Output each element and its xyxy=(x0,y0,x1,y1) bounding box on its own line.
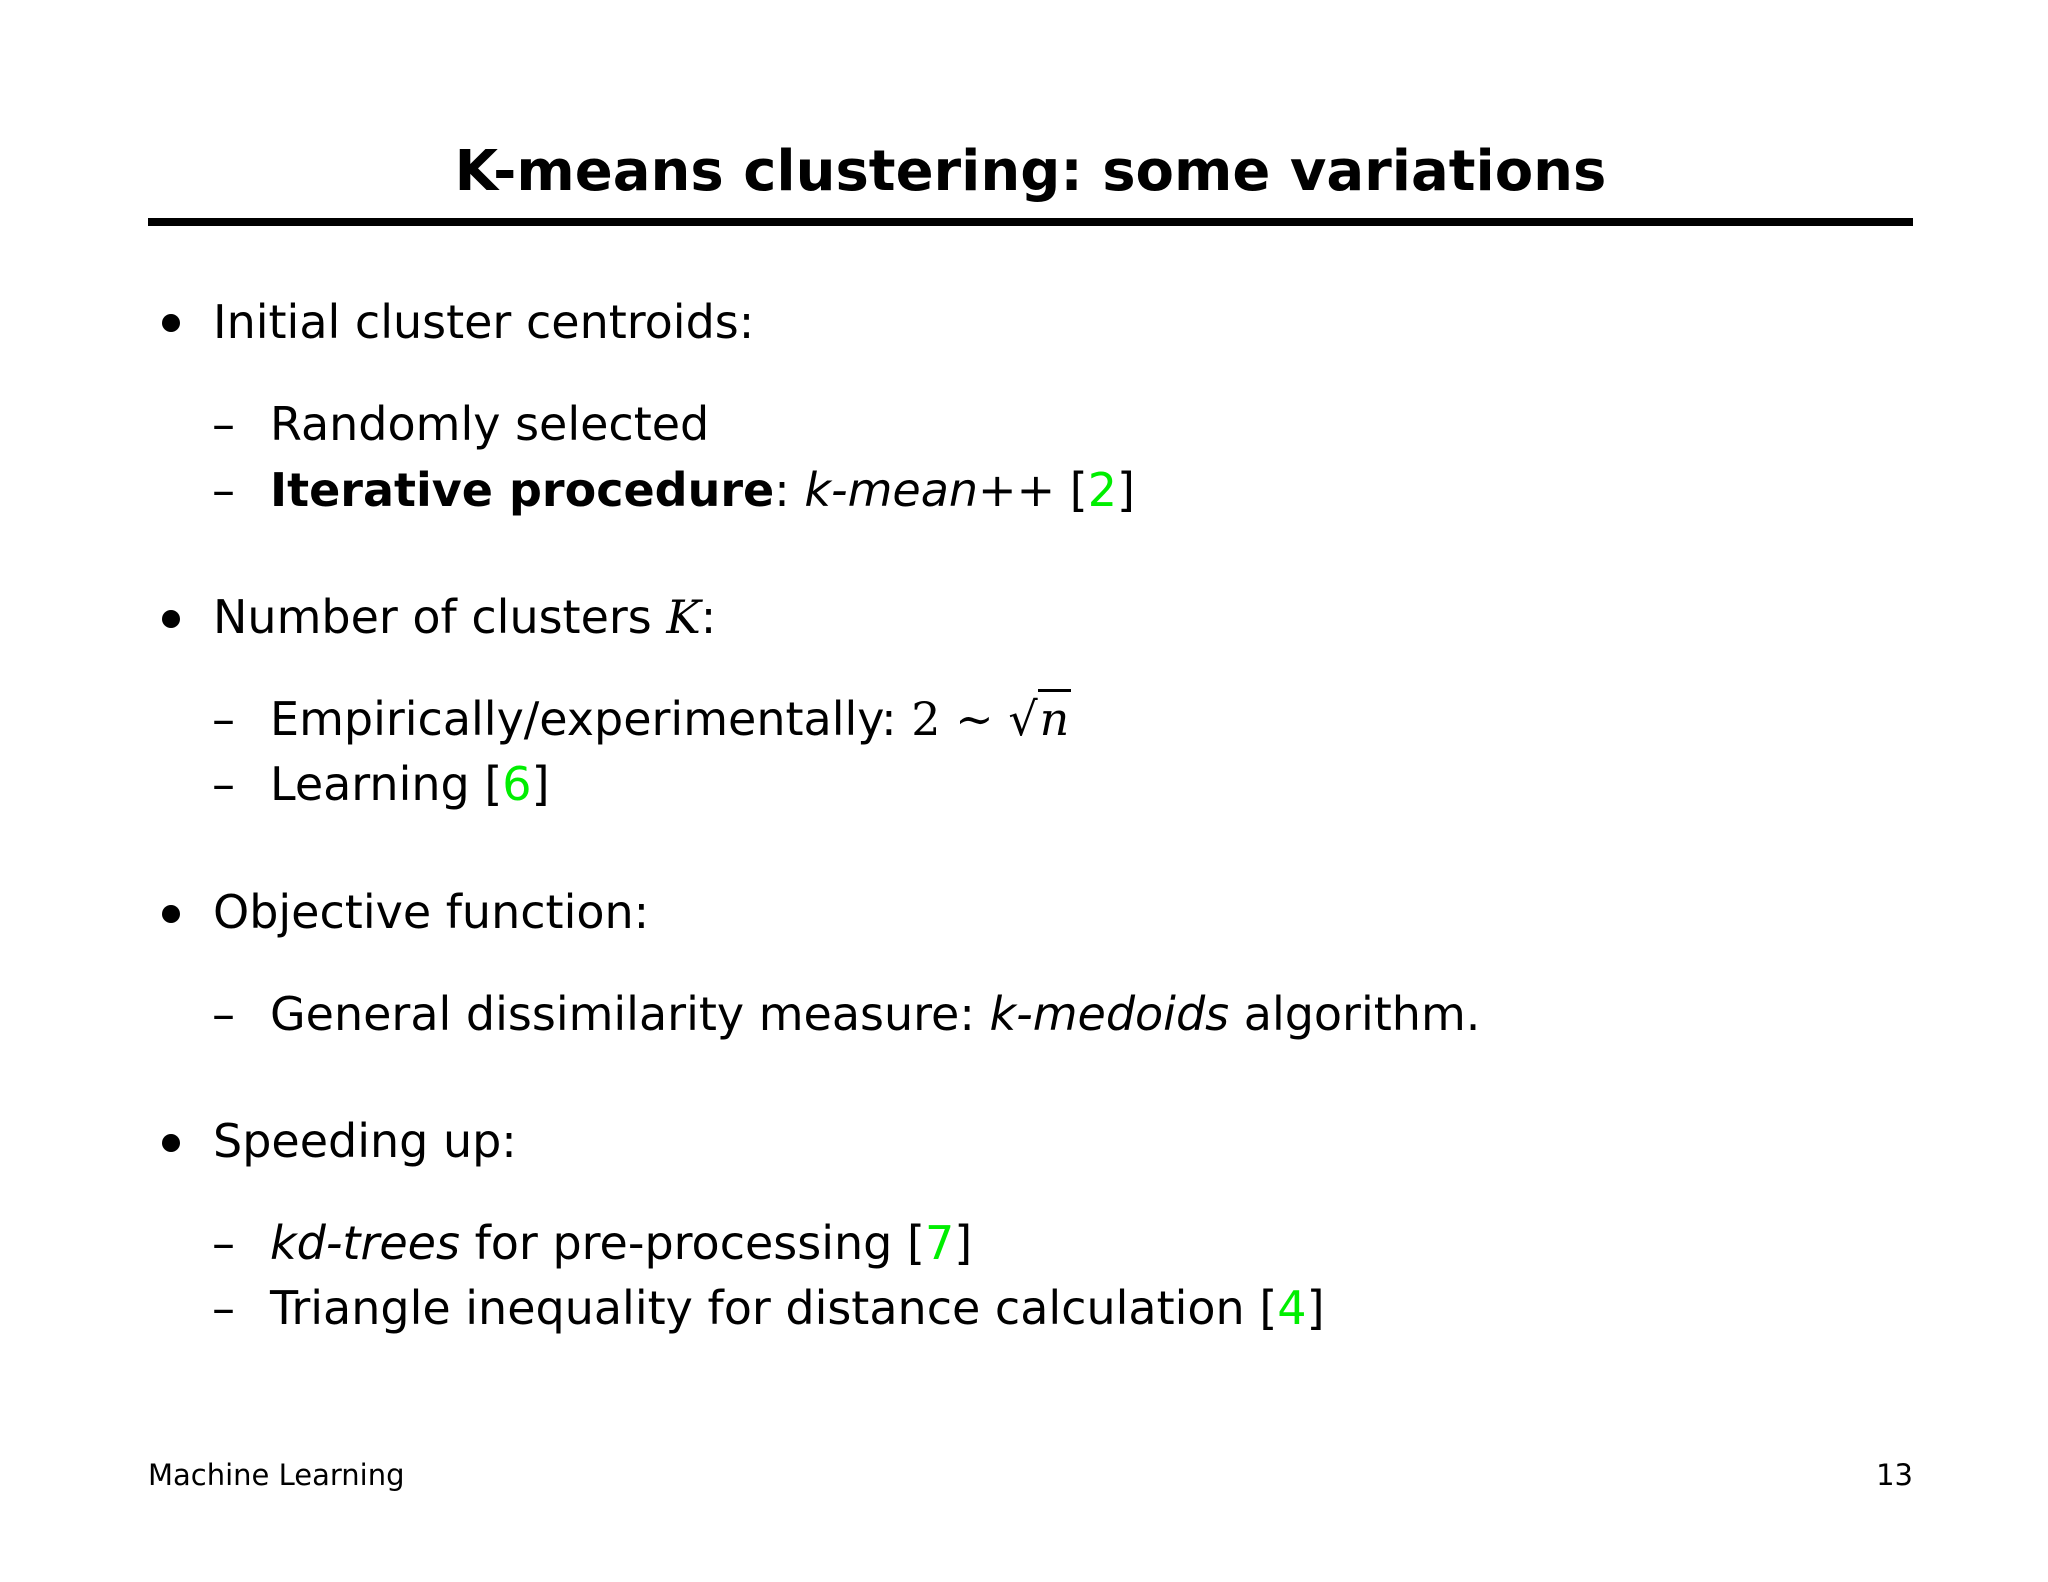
dash: – xyxy=(212,757,235,811)
bullet-initial-centroids: Initial cluster centroids: xyxy=(213,295,755,349)
label-colon: : xyxy=(700,590,717,644)
citation-number[interactable]: 6 xyxy=(502,757,532,811)
dash: – xyxy=(212,692,235,746)
dash: – xyxy=(212,1216,235,1270)
title-rule xyxy=(148,218,1913,226)
item-learning xyxy=(270,752,550,816)
general-dissimilarity-text: General dissimilarity measure: xyxy=(270,987,975,1041)
iterative-procedure-term: Iterative procedure xyxy=(270,463,775,517)
algorithm-text: algorithm. xyxy=(1243,987,1481,1041)
dash: – xyxy=(212,463,235,517)
kmedoids-method: k-medoids xyxy=(989,987,1230,1041)
item-empirically xyxy=(270,687,1071,751)
slide-title: K-means clustering: some variations xyxy=(454,139,1607,204)
item-randomly-selected: Randomly selected xyxy=(270,397,710,451)
bullet-dot xyxy=(162,1134,180,1152)
citation[interactable]: [2] xyxy=(1069,463,1135,517)
citation-number[interactable]: 7 xyxy=(924,1216,955,1270)
citation[interactable]: [7] xyxy=(906,1216,973,1270)
citation-number[interactable]: 2 xyxy=(1087,463,1117,517)
bullet-speeding-up: Speeding up: xyxy=(213,1114,517,1168)
kmeanpp-method: k-mean++ xyxy=(804,463,1056,517)
bullet-number-of-clusters xyxy=(213,585,716,649)
dash: – xyxy=(212,397,235,451)
bullet-dot xyxy=(162,314,180,332)
citation-number[interactable]: 4 xyxy=(1277,1281,1307,1335)
triangle-inequality-text: Triangle inequality for distance calculation xyxy=(270,1281,1245,1335)
bullet-dot xyxy=(162,610,180,628)
learning-text: Learning xyxy=(270,757,470,811)
citation[interactable]: [4] xyxy=(1259,1281,1325,1335)
empirical-range: 2 ∼ xyxy=(911,692,994,746)
item-iterative-procedure xyxy=(270,458,1135,522)
bullet-dot xyxy=(162,905,180,923)
bullet-objective-function: Objective function: xyxy=(213,885,650,939)
citation[interactable]: [6] xyxy=(484,757,550,811)
item-triangle-inequality xyxy=(270,1276,1325,1340)
dash: – xyxy=(212,1281,235,1335)
empirical-text: Empirically/experimentally: xyxy=(270,692,897,746)
sqrt-n: √n xyxy=(1008,687,1071,751)
item-general-dissimilarity xyxy=(270,982,1480,1046)
dash: – xyxy=(212,987,235,1041)
number-of-clusters-label: Number of clusters xyxy=(213,590,652,644)
kd-trees-text: for pre-processing xyxy=(474,1216,893,1270)
variable-k: K xyxy=(666,590,701,644)
iterative-colon: : xyxy=(774,463,790,517)
kd-trees-method: kd-trees xyxy=(270,1216,460,1270)
item-kd-trees xyxy=(270,1211,972,1275)
footer-page-number: 13 xyxy=(1876,1458,1913,1492)
footer-course-name: Machine Learning xyxy=(148,1458,405,1492)
